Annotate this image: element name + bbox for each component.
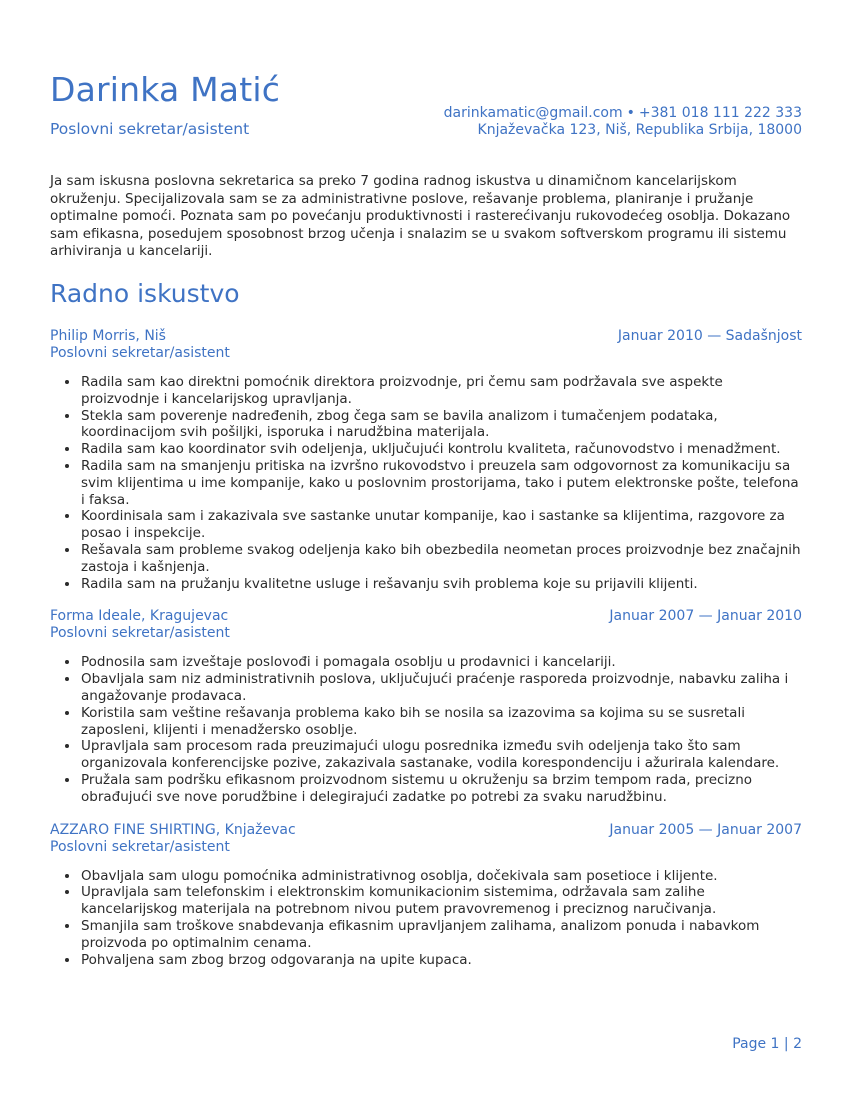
job-bullets: [50, 374, 802, 592]
job-bullet: • Smanjila sam troškove snabdevanja efikasnim upravljanjem zalihama, analizom ponuda i nabavkom proizvoda po optimalnim cenama.: [80, 918, 802, 952]
job-entry: [50, 608, 802, 805]
experience-list: [50, 328, 802, 984]
job-dates: Januar 2005 — Januar 2007: [609, 821, 802, 838]
candidate-title: Poslovni sekretar/asistent: [50, 120, 250, 138]
profile-summary: Ja sam iskusna poslovna sekretarica sa preko 7 godina radnog iskustva u dinamičnom kancelarijskom okruženju. Specijalizovala sam se za administrativne poslove, rešavanje problema, planiranje i pružanje optimalne pomoći. Poznata sam po povećanju produktivnosti i rasterećivanju rukovodećeg osoblja. Dokazano sam efikasna, posedujem sposobnost brzog učenja i snalazim se u svakom softverskom programu ili sistemu arhiviranja u kancelariji.: [50, 173, 791, 259]
job-company: Philip Morris, Niš: [50, 328, 166, 344]
job-bullet: • Obavljala sam ulogu pomoćnika administrativnog osoblja, dočekivala sam posetioce i klijente.: [80, 868, 802, 885]
job-bullet: • Rešavala sam probleme svakog odeljenja kako bih obezbedila neometan proces proizvodnje bez značajnih zastoja i kašnjenja.: [80, 542, 802, 576]
job-company: AZZARO FINE SHIRTING, Knjaževac: [50, 821, 296, 838]
address: Knjaževačka 123, Niš, Republika Srbija, 18000: [477, 122, 802, 138]
job-header: [50, 822, 802, 839]
job-bullet: • Stekla sam poverenje nadređenih, zbog čega sam se bavila analizom i tumačenjem podataka, koordinacijom svih pošiljki, isporuka i narudžbina materijala.: [80, 408, 802, 442]
job-bullet: • Radila sam kao direktni pomoćnik direktora proizvodnje, pri čemu sam podržavala sve aspekte proizvodnje i kancelarijskog upravljanja.: [80, 374, 802, 408]
resume-header: [50, 0, 802, 160]
job-header: [50, 328, 802, 345]
job-bullet: • Koordinisala sam i zakazivala sve sastanke unutar kompanije, kao i sastanke sa klijentima, razgovore za posao i inspekcije.: [80, 508, 802, 542]
job-header: [50, 608, 802, 625]
job-company: Forma Ideale, Kragujevac: [50, 608, 229, 625]
experience-section-title: Radno iskustvo: [50, 279, 240, 308]
phone-number: +381 018 111 222 333: [638, 105, 802, 121]
job-role: Poslovni sekretar/asistent: [50, 838, 230, 855]
job-bullet: • Pohvaljena sam zbog brzog odgovaranja na upite kupaca.: [80, 952, 802, 969]
job-bullet: • Radila sam na smanjenju pritiska na izvršno rukovodstvo i preuzela sam odgovornost za komunikaciju sa svim klijentima u ime kompanije, kako u poslovnim prostorijama, tako i putem elektronske pošte, telefona i faksa.: [80, 458, 802, 508]
job-bullet: • Koristila sam veštine rešavanja problema kako bih se nosila sa izazovima sa kojima su se susretali zaposleni, klijenti i menadžersko osoblje.: [80, 705, 802, 739]
job-bullets: [50, 868, 802, 969]
job-bullets: [50, 654, 802, 805]
bullet-separator: •: [626, 105, 635, 121]
job-bullet: • Pružala sam podršku efikasnom proizvodnom sistemu u okruženju sa brzim tempom rada, precizno obrađujući sve nove porudžbine i delegirajući zadatke po potrebi za svaku narudžbinu.: [80, 772, 802, 806]
job-entry: [50, 328, 802, 592]
job-bullet: • Radila sam kao koordinator svih odeljenja, uključujući kontrolu kvaliteta, računovodstvo i menadžment.: [80, 441, 802, 458]
job-bullet: • Podnosila sam izveštaje poslovođi i pomagala osoblju u prodavnici i kancelariji.: [80, 654, 802, 671]
job-entry: [50, 822, 802, 969]
email-link[interactable]: darinkamatic@gmail.com: [443, 105, 623, 121]
page-number: Page 1 | 2: [732, 1036, 802, 1052]
job-role: Poslovni sekretar/asistent: [50, 345, 230, 361]
job-role: Poslovni sekretar/asistent: [50, 625, 230, 642]
job-bullet: • Upravljala sam procesom rada preuzimajući ulogu posrednika između svih odeljenja tako što sam organizovala konferencijske pozive, zakazivala sastanake, vodila korespondenciju i ažurirala kalendare.: [80, 738, 802, 772]
job-dates: Januar 2010 — Sadašnjost: [617, 328, 802, 344]
job-bullet: • Radila sam na pružanju kvalitetne usluge i rešavanju svih problema koje su prijavili klijenti.: [80, 576, 802, 593]
job-dates: Januar 2007 — Januar 2010: [609, 608, 802, 625]
job-bullet: • Upravljala sam telefonskim i elektronskim komunikacionim sistemima, održavala sam zalihe kancelarijskog materijala na potrebnom nivou putem pravovremenog i preciznog naručivanja.: [80, 884, 802, 918]
candidate-name: Darinka Matić: [50, 70, 281, 109]
job-bullet: • Obavljala sam niz administrativnih poslova, uključujući praćenje rasporeda proizvodnje, nabavku zaliha i angažovanje prodavaca.: [80, 671, 802, 705]
contact-info: [444, 105, 802, 139]
contact-line-1: [444, 105, 802, 122]
